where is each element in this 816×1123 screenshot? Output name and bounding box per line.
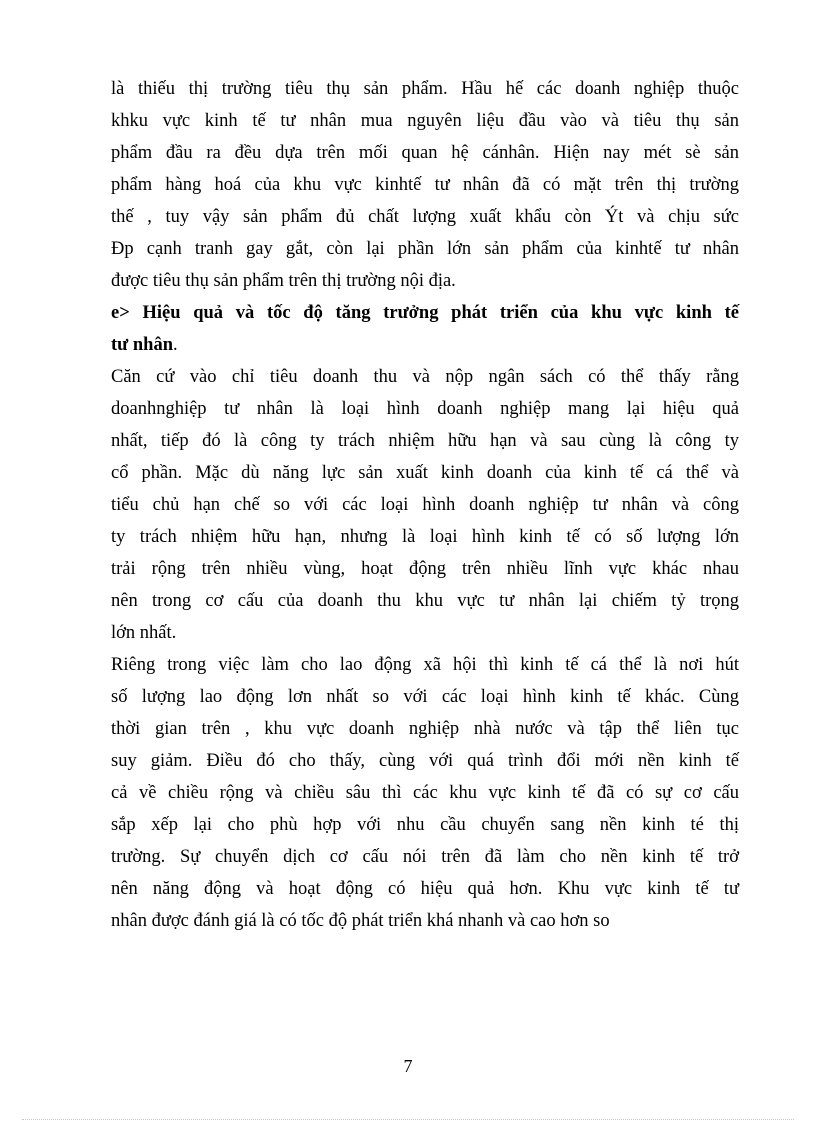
text-line: Ðp cạnh tranh gay gắt, còn lại phần lớn sản phẩm của kinhtế tư nhân [111,239,739,259]
paragraph-revenue-efficiency [111,361,739,649]
text-line: nên năng động và hoạt động có hiệu quả hơn. Khu vực kinh tế tư [111,879,739,899]
page-bottom-divider [22,1119,794,1120]
text-line: Căn cứ vào chỉ tiêu doanh thu và nộp ngân sách có thể thấy rằng [111,367,739,387]
text-line: khku vực kinh tế tư nhân mua nguyên liệu đầu vào và tiêu thụ sản [111,111,739,131]
body-text [111,73,739,937]
paragraph-market-consumption [111,73,739,297]
text-line: phẩm hàng hoá của khu vực kinhtế tư nhân đã có mặt trên thị trường [111,175,739,195]
text-line: cổ phần. Mặc dù năng lực sản xuất kinh doanh của kinh tế cá thể và [111,463,739,483]
text-line: trường. Sự chuyển dịch cơ cấu nói trên đã làm cho nền kinh tế trở [111,847,739,867]
section-heading [111,297,739,361]
text-line: số lượng lao động lơn nhất so với các loại hình kinh tế khác. Cùng [111,687,739,707]
text-line: sắp xếp lại cho phù hợp với nhu cầu chuyển sang nền kinh té thị [111,815,739,835]
text-line: lớn nhất. [111,623,177,643]
text-line: là thiếu thị trường tiêu thụ sản phẩm. Hầu hế các doanh nghiệp thuộc [111,79,739,99]
text-line: phẩm đầu ra đều dựa trên mối quan hệ cánhân. Hiện nay mét sè sản [111,143,739,163]
text-line: Riêng trong việc làm cho lao động xã hội thì kinh tế cá thể là nơi hút [111,655,739,675]
text-line: doanhnghiệp tư nhân là loại hình doanh nghiệp mang lại hiệu quả [111,399,739,419]
text-line: thời gian trên , khu vực doanh nghiệp nhà nước và tập thể liên tục [111,719,739,739]
text-line: trải rộng trên nhiều vùng, hoạt động trên nhiều lĩnh vực khác nhau [111,559,739,579]
heading-line [111,329,739,361]
text-line: cả về chiều rộng và chiều sâu thì các khu vực kinh tế đã có sự cơ cấu [111,783,739,803]
heading-bold-text: tư nhân [111,335,174,355]
paragraph-employment [111,649,739,937]
text-line: được tiêu thụ sản phẩm trên thị trường nội địa. [111,271,456,291]
text-line: tiểu chủ hạn chế so với các loại hình doanh nghiệp tư nhân và công [111,495,739,515]
text-line: thế , tuy vậy sản phẩm đủ chất lượng xuất khẩu còn Ýt và chịu sức [111,207,739,227]
text-line: nên trong cơ cấu của doanh thu khu vực tư nhân lại chiếm tỷ trọng [111,591,739,611]
text-line: nhất, tiếp đó là công ty trách nhiệm hữu hạn và sau cùng là công ty [111,431,739,451]
page-number: 7 [403,1056,413,1076]
text-line: suy giảm. Điều đó cho thấy, cùng với quá trình đổi mới nền kinh tế [111,751,739,771]
heading-line: e> Hiệu quả và tốc độ tăng trưởng phát triển của khu vực kinh tế [111,303,739,323]
text-line: ty trách nhiệm hữu hạn, nhưng là loại hình kinh tế có số lượng lớn [111,527,739,547]
text-line: nhân được đánh giá là có tốc độ phát triển khá nhanh và cao hơn so [111,911,610,931]
heading-tail: . [173,335,178,355]
